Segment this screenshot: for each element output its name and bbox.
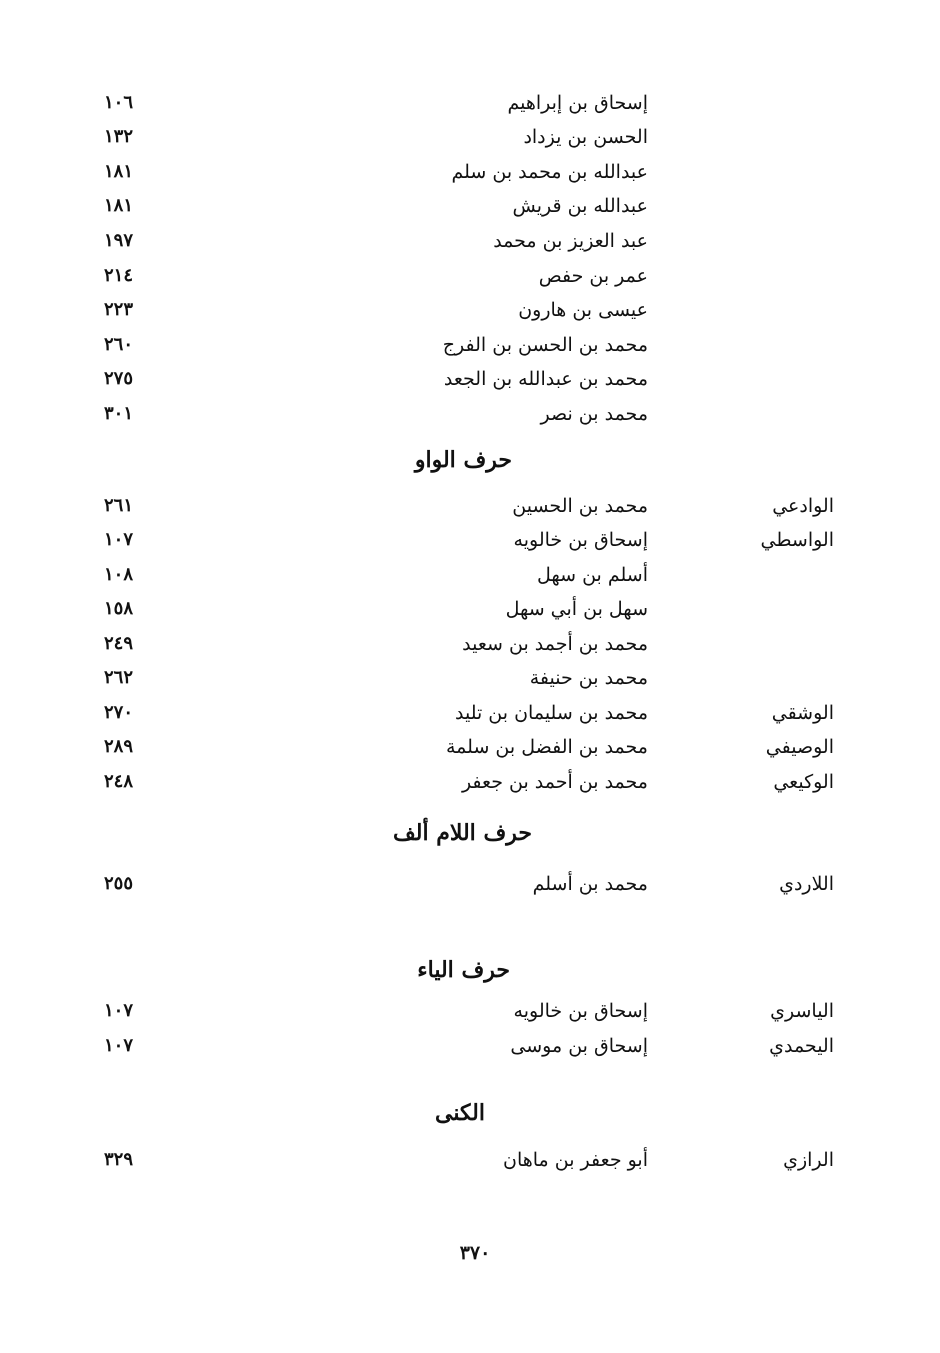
entry-page: ٢١٤ [104, 265, 134, 286]
index-entry [0, 867, 940, 901]
entry-nisba: الوصيفي [765, 736, 834, 758]
entry-nisba: الواسطي [760, 529, 834, 551]
entry-name: عبدالله بن قريش [512, 195, 648, 217]
entry-name: عيسى بن هارون [518, 299, 648, 321]
entry-name: إسحاق بن خالويه [513, 529, 648, 551]
entry-nisba: الوادعي [772, 495, 834, 517]
entry-page: ٢٧٥ [104, 368, 134, 389]
entry-name: إسحاق بن إبراهيم [507, 92, 648, 114]
index-entry [0, 994, 940, 1028]
entry-name: محمد بن سليمان بن تليد [454, 702, 648, 724]
section-heading: الكنى [435, 1100, 485, 1126]
entry-page: ٢٨٩ [104, 736, 134, 757]
index-entry [0, 627, 940, 661]
index-entry [0, 362, 940, 396]
index-entry [0, 397, 940, 431]
entry-page: ٣٠١ [104, 403, 134, 424]
index-entry [0, 523, 940, 557]
entry-page: ١٠٦ [104, 92, 134, 113]
entry-page: ١٠٧ [104, 529, 134, 550]
entry-name: أسلم بن سهل [536, 564, 648, 586]
entry-name: أبو جعفر بن ماهان [503, 1149, 648, 1171]
index-entry [0, 189, 940, 223]
entry-name: محمد بن عبدالله بن الجعد [443, 368, 648, 390]
entry-name: إسحاق بن خالويه [513, 1000, 648, 1022]
entry-page: ١٥٨ [104, 598, 134, 619]
section-heading: حرف الواو [414, 447, 512, 473]
page-number: ٣٧٠ [459, 1242, 491, 1264]
entry-name: محمد بن الفضل بن سلمة [446, 736, 648, 758]
index-entry [0, 489, 940, 523]
entry-page: ١٩٧ [104, 230, 134, 251]
entry-nisba: الياسري [770, 1000, 834, 1022]
index-entry [0, 696, 940, 730]
section-heading: حرف اللام ألف [392, 820, 532, 846]
index-entry [0, 328, 940, 362]
index-entry [0, 86, 940, 120]
index-entry [0, 765, 940, 799]
entry-name: محمد بن نصر [540, 403, 648, 425]
entry-nisba: الوكيعي [773, 771, 834, 793]
entry-page: ٢٦١ [104, 495, 134, 516]
section-heading: حرف الياء [417, 957, 510, 983]
index-entry [0, 293, 940, 327]
entry-name: محمد بن الحسن بن الفرج [442, 334, 648, 356]
entry-name: عمر بن حفص [538, 265, 648, 287]
entry-page: ٢٢٣ [104, 299, 134, 320]
entry-page: ١٠٨ [104, 564, 134, 585]
entry-page: ١٠٧ [104, 1035, 134, 1056]
entry-page: ١٠٧ [104, 1000, 134, 1021]
entry-page: ٣٢٩ [104, 1149, 134, 1170]
entry-nisba: الوشقي [771, 702, 834, 724]
index-entry [0, 259, 940, 293]
entry-name: إسحاق بن موسى [510, 1035, 648, 1057]
entry-name: محمد بن أحمد بن جعفر [461, 771, 648, 793]
index-entry [0, 120, 940, 154]
entry-page: ٢٤٩ [104, 633, 134, 654]
index-entry [0, 730, 940, 764]
entry-name: محمد بن أسلم [532, 873, 648, 895]
entry-page: ٢٤٨ [104, 771, 134, 792]
index-entry [0, 661, 940, 695]
entry-name: الحسن بن يزداد [523, 126, 648, 148]
entry-name: سهل بن أبي سهل [505, 598, 648, 620]
entry-name: محمد بن الحسين [512, 495, 648, 517]
entry-nisba: اللاردي [779, 873, 834, 895]
entry-nisba: الرازي [783, 1149, 834, 1171]
entry-page: ١٨١ [104, 195, 134, 216]
entry-name: محمد بن أجمد بن سعيد [462, 633, 648, 655]
entry-name: عبدالله بن محمد بن سلم [451, 161, 648, 183]
index-entry [0, 1143, 940, 1177]
entry-page: ٢٦٢ [104, 667, 134, 688]
index-entry [0, 592, 940, 626]
entry-page: ٢٧٠ [104, 702, 134, 723]
entry-page: ١٣٢ [104, 126, 134, 147]
index-entry [0, 224, 940, 258]
entry-page: ١٨١ [104, 161, 134, 182]
index-entry [0, 1029, 940, 1063]
entry-nisba: اليحمدي [769, 1035, 834, 1057]
entry-page: ٢٥٥ [104, 873, 134, 894]
index-entry [0, 155, 940, 189]
index-entry [0, 558, 940, 592]
entry-page: ٢٦٠ [104, 334, 134, 355]
entry-name: عبد العزيز بن محمد [493, 230, 648, 252]
entry-name: محمد بن حنيفة [529, 667, 648, 689]
